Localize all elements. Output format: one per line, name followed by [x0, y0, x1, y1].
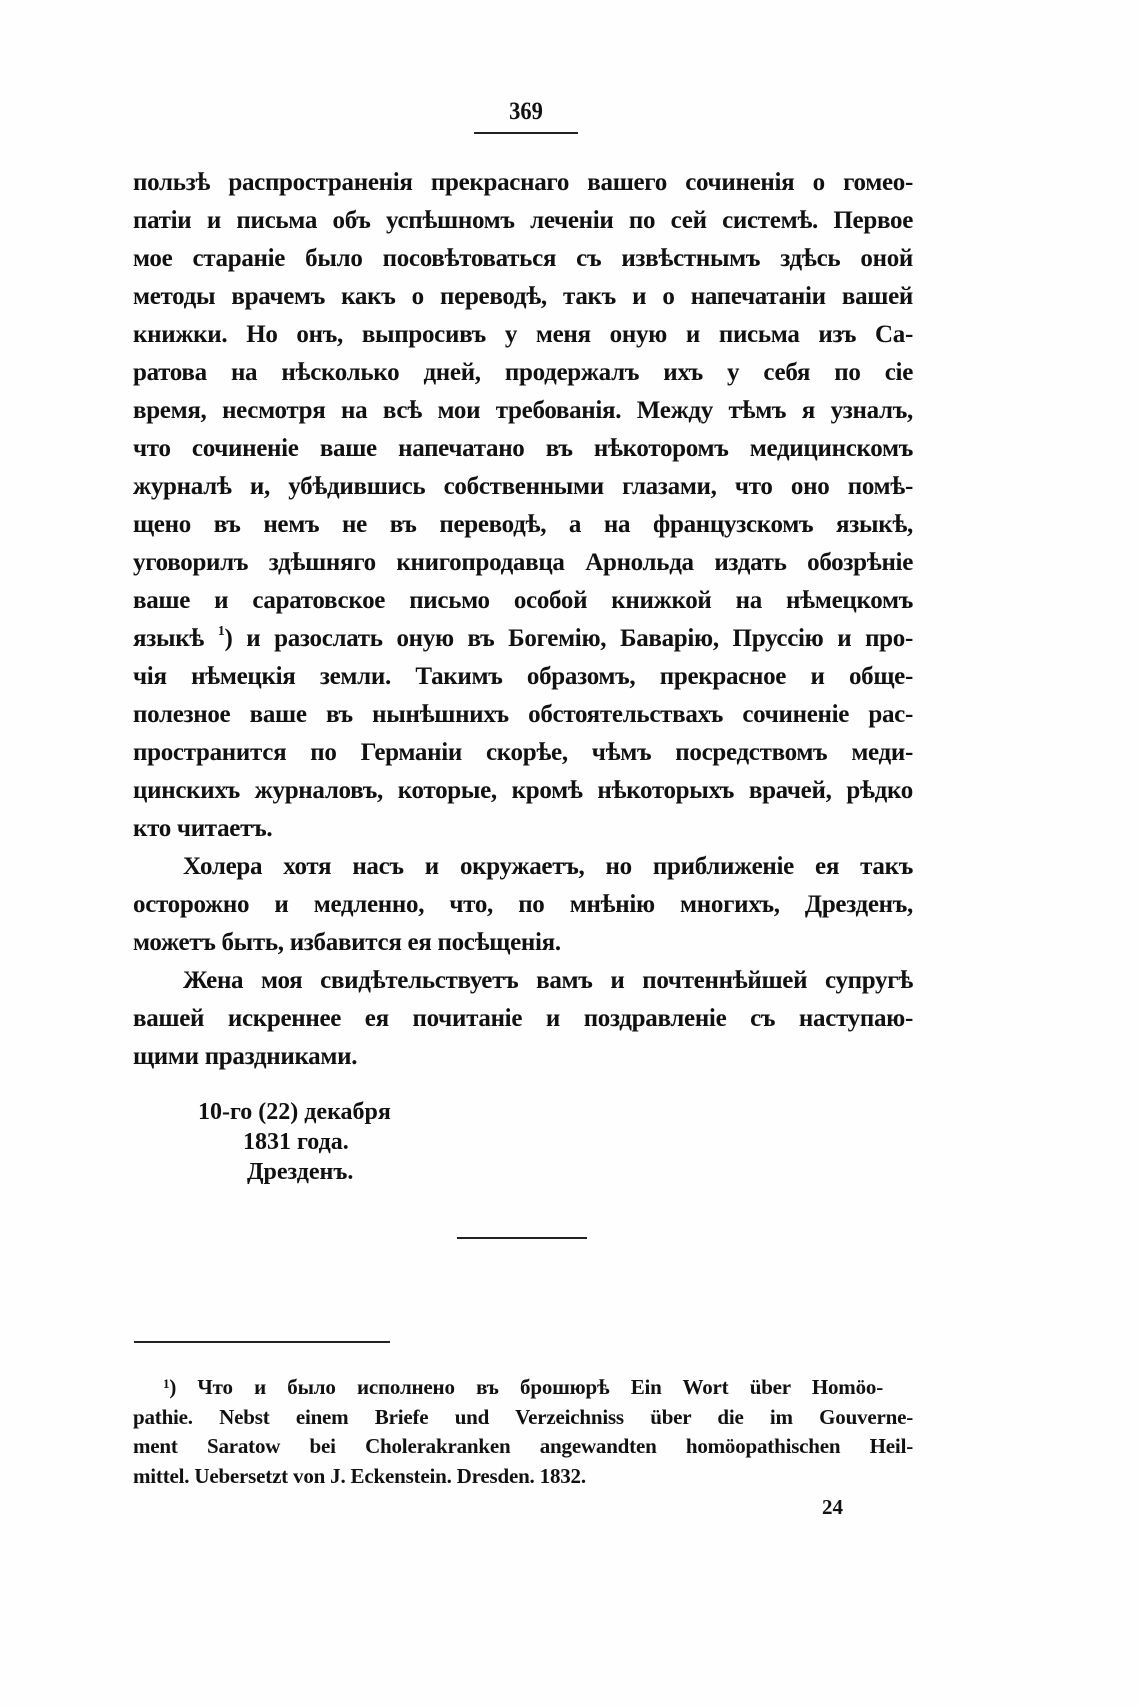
text-fragment: ) Что и было исполнено въ брошюрѣ Ein Wort über Homöo- — [169, 1375, 883, 1399]
text-fragment: языкѣ — [133, 625, 204, 652]
text-line: методы врачемъ какъ о переводѣ, такъ и о напечатаніи вашей — [133, 283, 913, 310]
text-line-paragraph-start: Холера хотя насъ и окружаетъ, но приближеніе ея такъ — [183, 853, 913, 880]
footnote-reference[interactable]: 1 — [217, 624, 225, 639]
text-fragment: ) и разослать оную въ Богемію, Баварію, Пруссію и про- — [224, 625, 914, 652]
footnote-line: mittel. Uebersetzt von J. Eckenstein. Dresden. 1832. — [133, 1464, 586, 1489]
text-line: время, несмотря на всѣ мои требованія. Между тѣмъ я узналъ, — [133, 397, 913, 424]
footnote-separator — [134, 1341, 390, 1343]
footnote-line: pathie. Nebst einem Briefe und Verzeichniss über die im Gouverne- — [133, 1404, 913, 1429]
text-line: пространится по Германіи скорѣе, чѣмъ посредствомъ меди- — [133, 739, 913, 766]
signature-date: 10-го (22) декабря — [198, 1099, 391, 1125]
page-number-underline — [474, 132, 578, 134]
text-line: осторожно и медленно, что, по мнѣнію многихъ, Дрезденъ, — [133, 891, 913, 918]
text-line: ратова на нѣсколько дней, продержалъ ихъ у себя по сіе — [133, 359, 913, 386]
text-line: ваше и саратовское письмо особой книжкой на нѣмецкомъ — [133, 587, 913, 614]
text-line: вашей искреннее ея почитаніе и поздравленіе съ наступаю- — [133, 1005, 913, 1032]
text-line: чія нѣмецкія земли. Такимъ образомъ, прекрасное и обще- — [133, 663, 913, 690]
text-line: кто читаетъ. — [133, 815, 273, 842]
footnote — [133, 1373, 913, 1492]
text-line-with-footnote-ref — [133, 620, 913, 658]
text-line: цинскихъ журналовъ, которые, кромѣ нѣкоторыхъ врачей, рѣдко — [133, 777, 913, 804]
printer-signature-number: 24 — [822, 1495, 843, 1519]
text-line: полезное ваше въ нынѣшнихъ обстоятельствахъ сочиненіе рас- — [133, 701, 913, 728]
text-line: мое стараніе было посовѣтоваться съ извѣстнымъ здѣсь оной — [133, 245, 913, 272]
letter-body — [133, 164, 913, 1076]
footnote-line: ment Saratow bei Cholerakranken angewandten homöopathischen Heil- — [133, 1434, 913, 1459]
page-number: 369 — [509, 98, 543, 125]
section-end-rule — [457, 1237, 587, 1239]
text-line: можетъ быть, избавится ея посѣщенія. — [133, 929, 561, 956]
letter-signature — [198, 1097, 391, 1187]
text-line-paragraph-start: Жена моя свидѣтельствуетъ вамъ и почтеннѣйшей супругѣ — [183, 967, 913, 994]
footnote-line — [133, 1373, 913, 1403]
text-line: патіи и письма объ успѣшномъ леченіи по сей системѣ. Первое — [133, 207, 913, 234]
text-line: что сочиненіе ваше напечатано въ нѣкоторомъ медицинскомъ — [133, 435, 913, 462]
text-line: книжки. Но онъ, выпросивъ у меня оную и письма изъ Са- — [133, 321, 913, 348]
text-line: уговорилъ здѣшняго книгопродавца Арнольда издать обозрѣніе — [133, 549, 913, 576]
text-line: щими праздниками. — [133, 1043, 358, 1070]
text-line: пользѣ распространенія прекраснаго вашего сочиненія о гомео- — [133, 169, 913, 196]
signature-place: Дрезденъ. — [247, 1159, 354, 1185]
footnote-mark: 1 — [163, 1376, 170, 1391]
text-line: щено въ немъ не въ переводѣ, а на французскомъ языкѣ, — [133, 511, 913, 538]
signature-year: 1831 года. — [243, 1129, 349, 1155]
text-line: журналѣ и, убѣдившись собственными глазами, что оно помѣ- — [133, 473, 913, 500]
